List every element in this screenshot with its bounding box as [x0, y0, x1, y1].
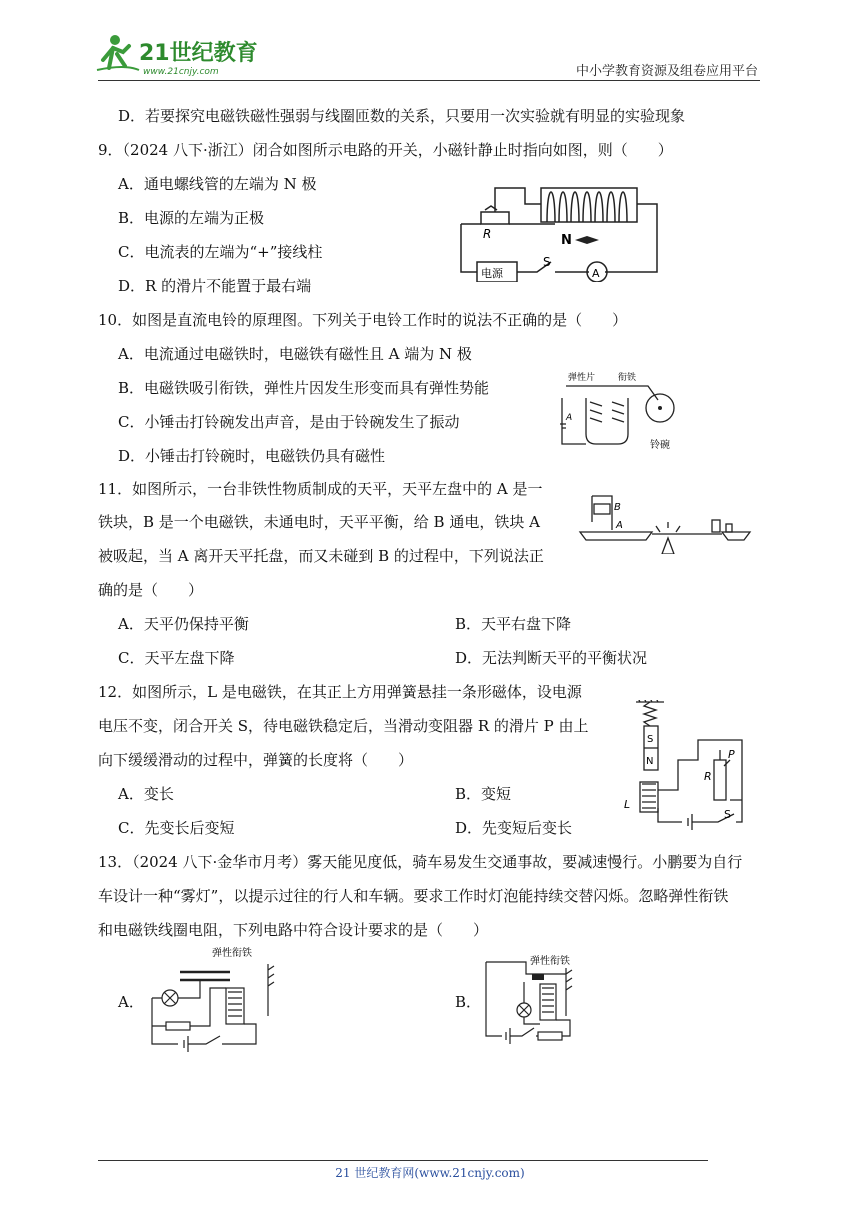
footer-text: 21 世纪教育网(www.21cnjy.com): [335, 1166, 525, 1180]
q8-option-d: D．若要探究电磁铁磁性强弱与线圈匝数的关系，只要用一次实验就有明显的实验现象: [118, 107, 686, 125]
q9-label-r: R: [483, 227, 492, 241]
q9-label-source: 电源: [481, 267, 503, 280]
q12-label-p: P: [728, 748, 735, 761]
q12-label-n-pole: N: [646, 756, 654, 767]
q10-label-bowl: 铃碗: [650, 440, 670, 451]
q10-option-d: D．小锤击打铃碗时，电磁铁仍具有磁性: [118, 447, 386, 465]
q12-option-c: C．先变长后变短: [118, 819, 235, 837]
q11-option-d: D．无法判断天平的平衡状况: [455, 649, 648, 667]
q12-stem-line-3: 向下缓缓滑动的过程中，弹簧的长度将（ ）: [98, 751, 414, 769]
q13-circuit-b-figure: [478, 952, 598, 1046]
logo-text: 21世纪教育: [139, 41, 258, 66]
q12-stem-line-2: 电压不变，闭合开关 S，待电磁铁稳定后，当滑动变阻器 R 的滑片 P 由上: [98, 717, 589, 735]
q11-option-c: C．天平左盘下降: [118, 649, 235, 667]
q10-label-a: A: [566, 413, 573, 423]
runner-logo-icon: [97, 35, 139, 70]
q10-option-b: B．电磁铁吸引衔铁，弹性片因发生形变而具有弹性势能: [118, 379, 490, 397]
q12-label-l: L: [624, 798, 631, 811]
q9-label-s: S: [543, 255, 551, 269]
q9-option-a: A．通电螺线管的左端为 N 极: [118, 175, 317, 193]
q11-balance-figure: [572, 492, 762, 554]
q13-stem-line-3: 和电磁铁线圈电阻，下列电路中符合设计要求的是（ ）: [98, 921, 489, 939]
q11-label-b: B: [614, 502, 621, 513]
q13-stem-line-1: 13．（2024 八下·金华市月考）雾天能见度低，骑车易发生交通事故，要减速慢行。小鹏要为自行: [98, 853, 743, 871]
q13-stem-line-2: 车设计一种“雾灯”，以提示过往的行人和车辆。要求工作时灯泡能持续交替闪烁。忽略弹性衔铁: [98, 887, 729, 905]
q9-option-b: B．电源的左端为正极: [118, 209, 265, 227]
q12-option-a: A．变长: [118, 785, 174, 803]
q9-label-n: N: [561, 233, 572, 248]
q9-option-d: D．R 的滑片不能置于最右端: [118, 277, 312, 295]
q13-a-label-armature: 弹性衔铁: [212, 948, 252, 959]
q11-option-b: B．天平右盘下降: [455, 615, 572, 633]
site-logo: [95, 30, 265, 80]
q12-label-r: R: [704, 770, 712, 783]
q10-option-a: A．电流通过电磁铁时，电磁铁有磁性且 A 端为 N 极: [118, 345, 472, 363]
q11-label-a: A: [616, 520, 623, 531]
q12-option-b: B．变短: [455, 785, 512, 803]
q11-stem-line-1: 11．如图所示，一台非铁性物质制成的天平，天平左盘中的 A 是一: [98, 480, 543, 498]
header-divider: [98, 80, 760, 81]
q12-stem-line-1: 12．如图所示，L 是电磁铁，在其正上方用弹簧悬挂一条形磁体，设电源: [98, 683, 582, 701]
q13-circuit-a-figure: [140, 944, 280, 1056]
q12-circuit-figure: [618, 700, 758, 834]
q10-option-c: C．小锤击打铃碗发出声音，是由于铃碗发生了振动: [118, 413, 460, 431]
q11-stem-line-3: 被吸起，当 A 离开天平托盘，而又未碰到 B 的过程中，下列说法正: [98, 547, 544, 565]
q13-b-label-armature: 弹性衔铁: [530, 956, 570, 967]
q12-label-s: S: [724, 808, 731, 821]
q12-option-d: D．先变短后变长: [455, 819, 573, 837]
logo-url: www.21cnjy.com: [143, 67, 219, 77]
footer-divider: [98, 1160, 708, 1161]
q12-label-s-pole: S: [647, 734, 654, 745]
q9-stem: 9．（2024 八下·浙江）闭合如图所示电路的开关，小磁针静止时指向如图，则（ ）: [98, 141, 673, 159]
q11-stem-line-2: 铁块，B 是一个电磁铁，未通电时，天平平衡，给 B 通电，铁块 A: [98, 513, 540, 531]
q9-circuit-figure: [455, 182, 665, 282]
q9-label-ammeter: A: [592, 267, 600, 280]
q11-stem-line-4: 确的是（ ）: [98, 581, 204, 599]
q13-option-b: B．: [455, 993, 482, 1011]
site-slogan: 中小学教育资源及组卷应用平台: [575, 64, 758, 79]
q9-option-c: C．电流表的左端为“+”接线柱: [118, 243, 323, 261]
q10-label-spring: 弹性片: [568, 373, 596, 383]
q13-option-a: A．: [118, 993, 144, 1011]
q11-option-a: A．天平仍保持平衡: [118, 615, 249, 633]
q10-label-armature: 衔铁: [618, 373, 637, 383]
compass-needle-icon: [575, 236, 599, 244]
q10-stem: 10．如图是直流电铃的原理图。下列关于电铃工作时的说法不正确的是（ ）: [98, 311, 628, 329]
q10-bell-figure: [558, 368, 688, 452]
